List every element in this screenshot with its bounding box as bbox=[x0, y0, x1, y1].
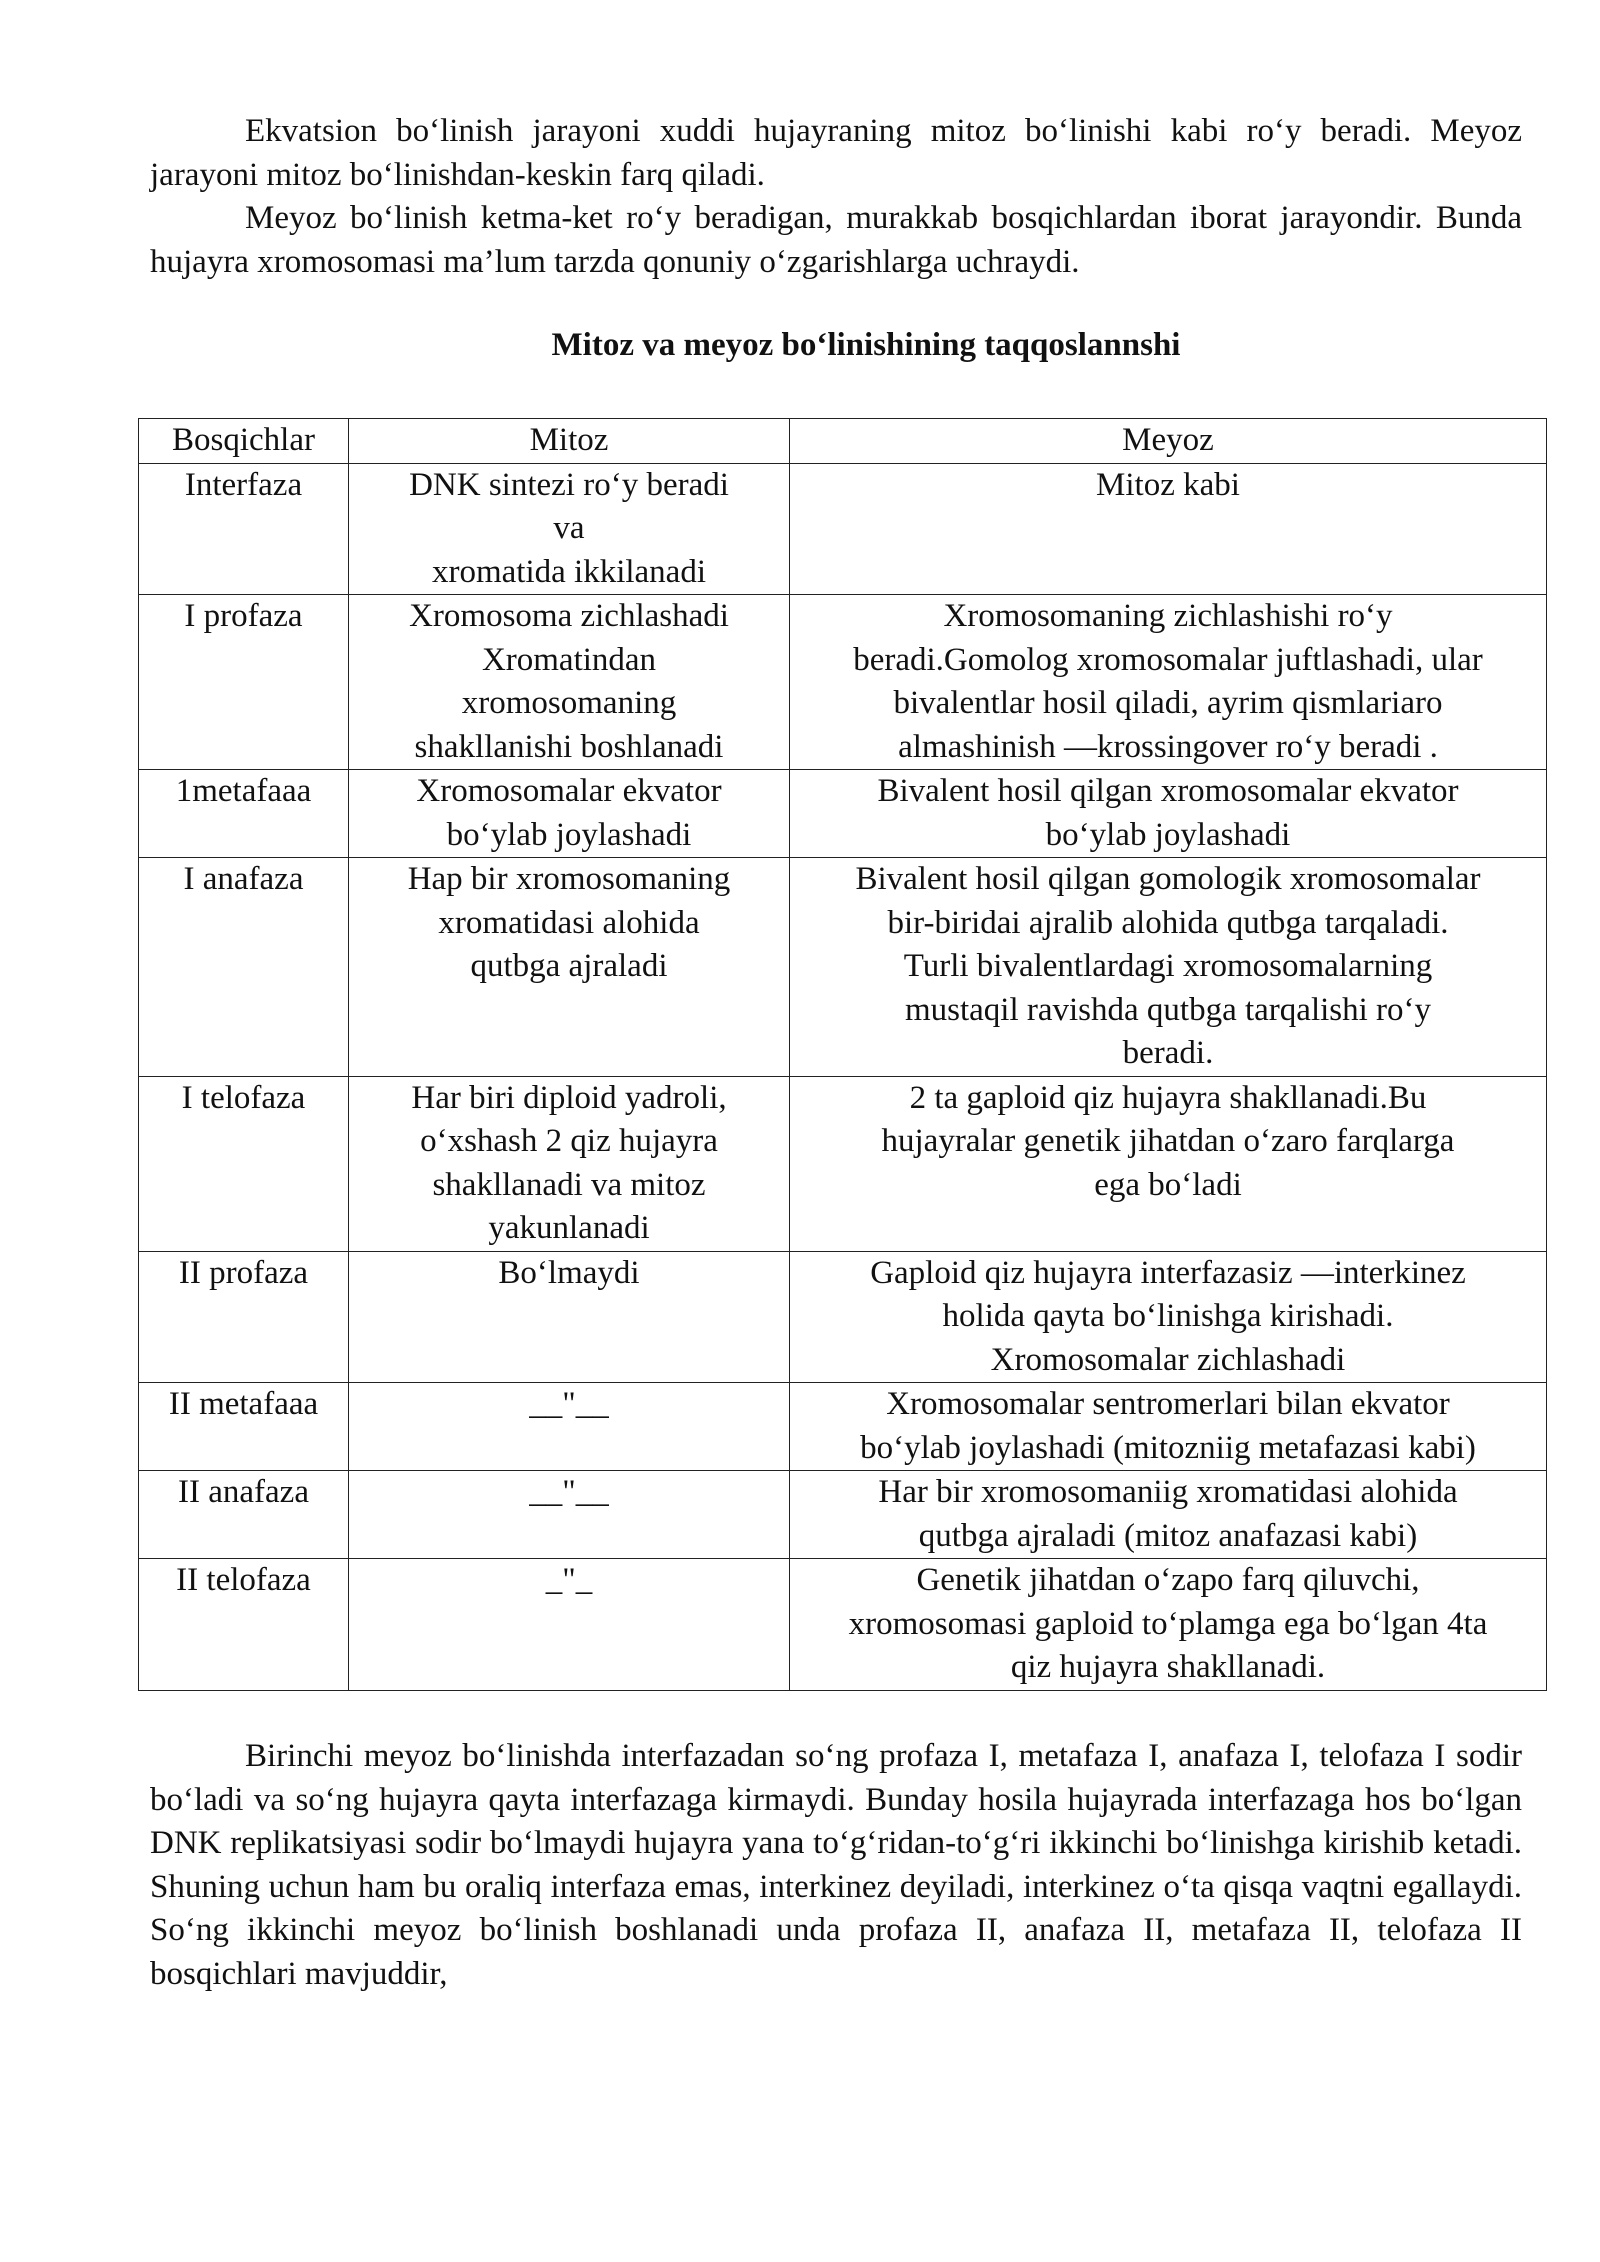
stage-cell: II profaza bbox=[139, 1251, 349, 1383]
meyoz-cell: Bivalent hosil qilgan xromosomalar ekvator bo‘ylab joylashadi bbox=[790, 770, 1547, 858]
header-mitoz: Mitoz bbox=[349, 419, 790, 464]
meyoz-cell: Mitoz kabi bbox=[790, 463, 1547, 595]
table-row bbox=[139, 770, 1547, 858]
mitoz-cell: Xromosoma zichlashadi Xromatindan xromosomaning shakllanishi boshlanadi bbox=[349, 595, 790, 770]
stage-cell: I profaza bbox=[139, 595, 349, 770]
table-row bbox=[139, 1559, 1547, 1691]
stage-cell: I anafaza bbox=[139, 858, 349, 1077]
closing-section bbox=[150, 1735, 1522, 1996]
mitoz-cell: DNK sintezi ro‘y beradi va xromatida ikkilanadi bbox=[349, 463, 790, 595]
mitoz-cell: Bo‘lmaydi bbox=[349, 1251, 790, 1383]
table-row bbox=[139, 1471, 1547, 1559]
stage-cell: Interfaza bbox=[139, 463, 349, 595]
mitoz-cell: __"__ bbox=[349, 1383, 790, 1471]
table-title: Mitoz va meyoz bo‘linishining taqqoslannshi bbox=[551, 327, 1181, 363]
table-row bbox=[139, 463, 1547, 595]
stage-cell: II metafaaa bbox=[139, 1383, 349, 1471]
mitoz-cell: Har biri diploid yadroli, o‘xshash 2 qiz hujayra shakllanadi va mitoz yakunlanadi bbox=[349, 1076, 790, 1251]
mitoz-cell: __"__ bbox=[349, 1471, 790, 1559]
mitoz-cell: Hap bir xromosomaning xromatidasi alohida qutbga ajraladi bbox=[349, 858, 790, 1077]
header-bosqichlar: Bosqichlar bbox=[139, 419, 349, 464]
table-row bbox=[139, 595, 1547, 770]
mitoz-cell: Xromosomalar ekvator bo‘ylab joylashadi bbox=[349, 770, 790, 858]
meyoz-cell: Gaploid qiz hujayra interfazasiz —interkinez holida qayta bo‘linishga kirishadi. Xromosomalar zichlashadi bbox=[790, 1251, 1547, 1383]
meyoz-cell: Genetik jihatdan o‘zapo farq qiluvchi, xromosomasi gaploid to‘plamga ega bo‘lgan 4ta qiz hujayra shakllanadi. bbox=[790, 1559, 1547, 1691]
mitoz-cell: _"_ bbox=[349, 1559, 790, 1691]
intro-section bbox=[150, 110, 1522, 365]
stage-cell: I telofaza bbox=[139, 1076, 349, 1251]
stage-cell: 1metafaaa bbox=[139, 770, 349, 858]
intro-paragraph-2: Meyoz bo‘linish ketma-ket ro‘y beradigan, murakkab bosqichlardan iborat jarayondir. Bunda hujayra xromosomasi ma’lum tarzda qonuniy o‘zgarishlarga uchraydi. bbox=[150, 200, 1522, 280]
closing-paragraph: Birinchi meyoz bo‘linishda interfazadan so‘ng profaza I, metafaza I, anafaza I, telofaza I sodir bo‘ladi va so‘ng hujayra qayta interfazaga kirmaydi. Bunday hosila hujayrada interfazaga hos bo‘lgan DNK replikatsiyasi sodir bo‘lmaydi hujayra yana to‘g‘ridan-to‘g‘ri ikkinchi bo‘linishga kirishib ketadi. Shuning uchun ham bu oraliq interfaza emas, interkinez deyiladi, interkinez o‘ta qisqa vaqtni egallaydi. So‘ng ikkinchi meyoz bo‘linish boshlanadi unda profaza II, anafaza II, metafaza II, telofaza II bosqichlari mavjuddir, bbox=[150, 1738, 1522, 1992]
meyoz-cell: Bivalent hosil qilgan gomologik xromosomalar bir-biridai ajralib alohida qutbga tarqaladi. Turli bivalentlardagi xromosomalarning mustaqil ravishda qutbga tarqalishi ro‘y beradi. bbox=[790, 858, 1547, 1077]
stage-cell: II anafaza bbox=[139, 1471, 349, 1559]
meyoz-cell: Har bir xromosomaniig xromatidasi alohida qutbga ajraladi (mitoz anafazasi kabi) bbox=[790, 1471, 1547, 1559]
table-row bbox=[139, 858, 1547, 1077]
stage-cell: II telofaza bbox=[139, 1559, 349, 1691]
header-meyoz: Meyoz bbox=[790, 419, 1547, 464]
table-row bbox=[139, 1076, 1547, 1251]
comparison-table bbox=[138, 418, 1547, 1691]
meyoz-cell: Xromosomaning zichlashishi ro‘y beradi.Gomolog xromosomalar juftlashadi, ular bivalentlar hosil qiladi, ayrim qismlariaro almashinish —krossingover ro‘y beradi . bbox=[790, 595, 1547, 770]
intro-paragraph-1: Ekvatsion bo‘linish jarayoni xuddi hujayraning mitoz bo‘linishi kabi ro‘y beradi. Meyoz jarayoni mitoz bo‘linishdan-keskin farq qiladi. bbox=[150, 113, 1522, 193]
table-header-row bbox=[139, 419, 1547, 464]
table-row bbox=[139, 1383, 1547, 1471]
meyoz-cell: 2 ta gaploid qiz hujayra shakllanadi.Bu hujayralar genetik jihatdan o‘zaro farqlarga ega bo‘ladi bbox=[790, 1076, 1547, 1251]
meyoz-cell: Xromosomalar sentromerlari bilan ekvator bo‘ylab joylashadi (mitozniig metafazasi kabi) bbox=[790, 1383, 1547, 1471]
table-row bbox=[139, 1251, 1547, 1383]
